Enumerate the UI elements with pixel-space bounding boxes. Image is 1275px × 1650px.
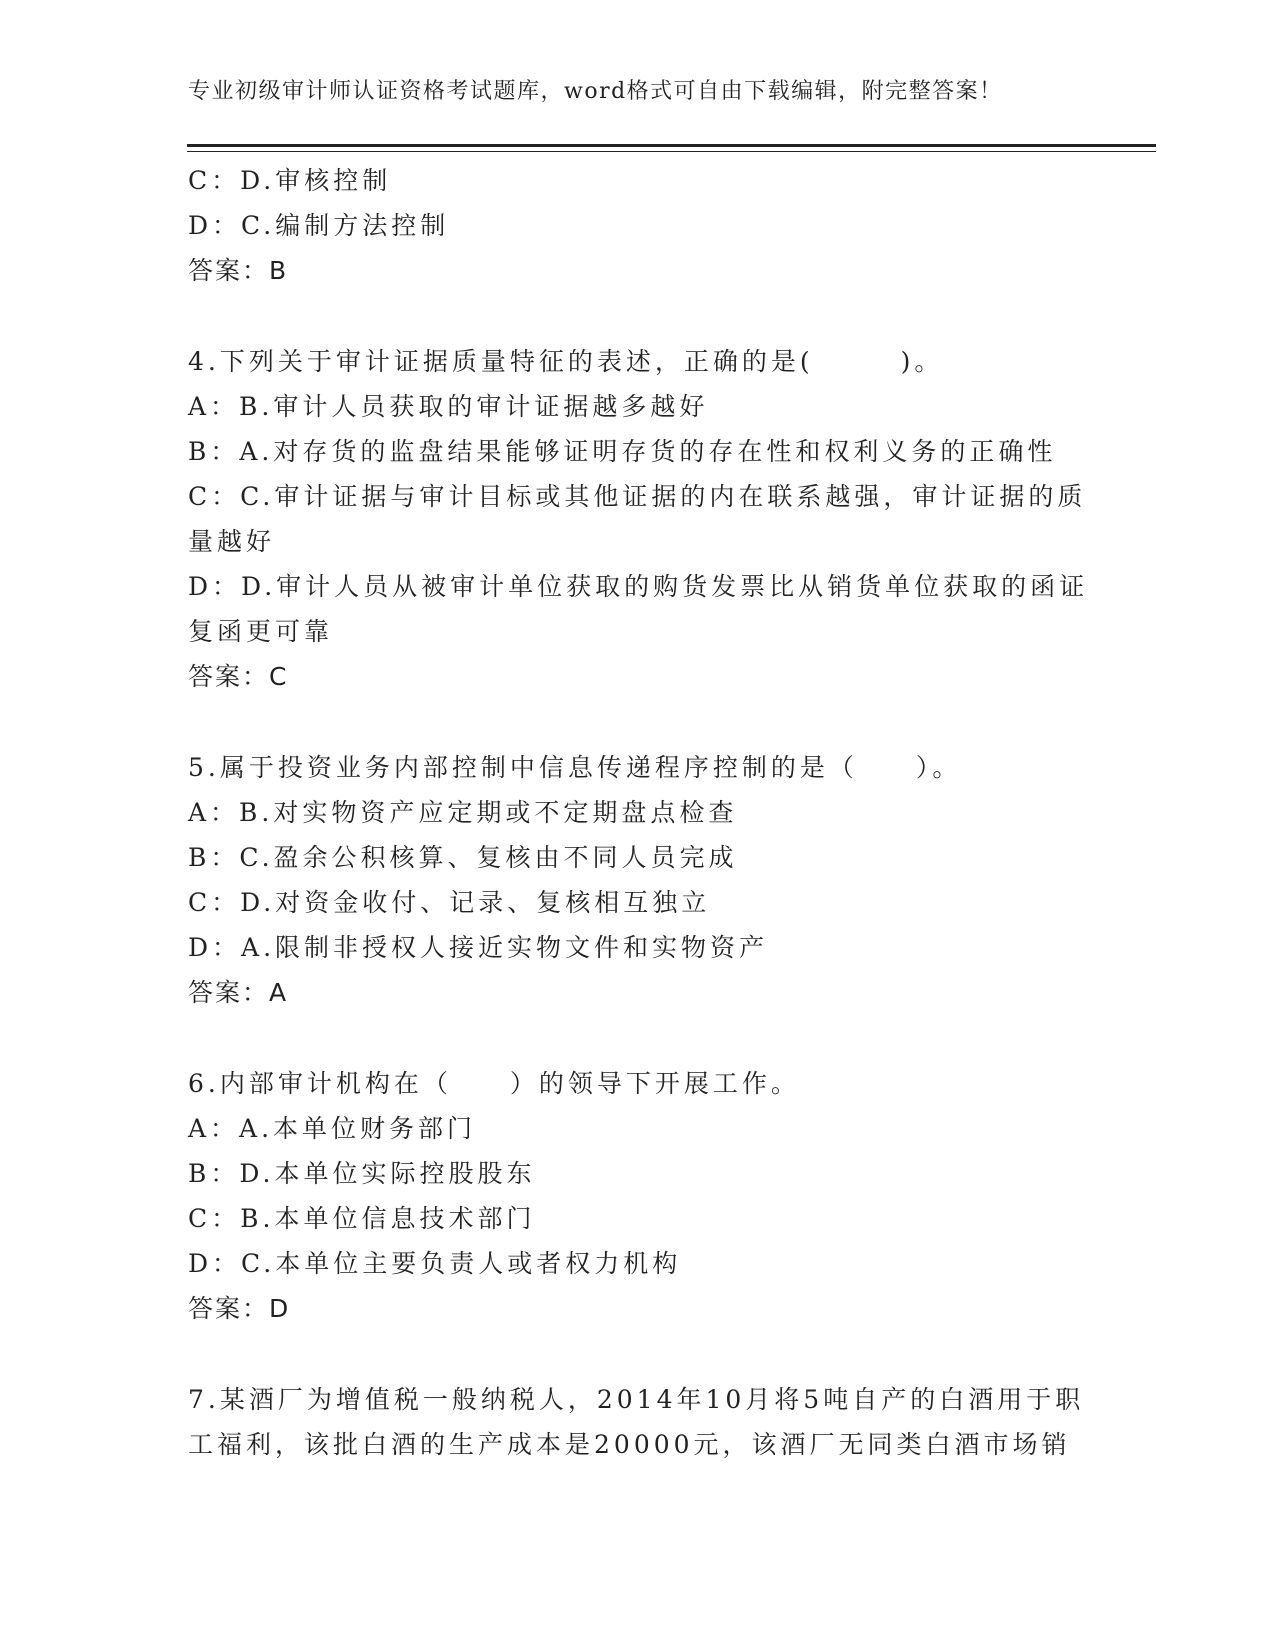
question-5-answer: 答案：A: [188, 978, 289, 1007]
spacer: [188, 699, 1088, 745]
question-4-stem: 4.下列关于审计证据质量特征的表述，正确的是( )。: [188, 347, 944, 376]
header-divider: [187, 144, 1156, 152]
question-4-option-d-cont: 复函更可靠: [188, 617, 334, 646]
option-c: C：D.审核控制: [188, 166, 392, 195]
question-4-answer: 答案：C: [188, 662, 289, 691]
question-4-option-c: C：C.审计证据与审计目标或其他证据的内在联系越强，审计证据的质: [188, 482, 1087, 511]
option-d: D：C.编制方法控制: [188, 211, 450, 240]
question-content: [188, 158, 1088, 1467]
question-4-option-d: D：D.审计人员从被审计单位获取的购货发票比从销货单位获取的函证: [188, 572, 1089, 601]
question-6-option-a: A：A.本单位财务部门: [188, 1114, 477, 1143]
question-7-stem-line-1: 7.某酒厂为增值税一般纳税人，2014年10月将5吨自产的白酒用于职: [188, 1385, 1085, 1414]
question-5-stem: 5.属于投资业务内部控制中信息传递程序控制的是（ ）。: [188, 753, 962, 782]
question-4-option-a: A：B.审计人员获取的审计证据越多越好: [188, 392, 709, 421]
question-6-option-d: D：C.本单位主要负责人或者权力机构: [188, 1249, 682, 1278]
answer-line: 答案：B: [188, 256, 289, 285]
question-6-stem: 6.内部审计机构在（ ）的领导下开展工作。: [188, 1069, 800, 1098]
question-7-stem-line-2: 工福利，该批白酒的生产成本是20000元，该酒厂无同类白酒市场销: [188, 1430, 1071, 1459]
question-5-option-b: B：C.盈余公积核算、复核由不同人员完成: [188, 843, 738, 872]
question-6-answer: 答案：D: [188, 1294, 291, 1323]
question-6-option-b: B：D.本单位实际控股股东: [188, 1159, 536, 1188]
page-header: 专业初级审计师认证资格考试题库，word格式可自由下载编辑，附完整答案！: [188, 79, 1003, 104]
question-6-option-c: C：B.本单位信息技术部门: [188, 1204, 536, 1233]
question-5-option-d: D：A.限制非授权人接近实物文件和实物资产: [188, 933, 769, 962]
question-4-option-c-cont: 量越好: [188, 527, 276, 556]
spacer: [188, 1331, 1088, 1377]
question-5-option-c: C：D.对资金收付、记录、复核相互独立: [188, 888, 711, 917]
spacer: [188, 1015, 1088, 1061]
question-4-option-b: B：A.对存货的监盘结果能够证明存货的存在性和权利义务的正确性: [188, 437, 1057, 466]
spacer: [188, 293, 1088, 339]
question-5-option-a: A：B.对实物资产应定期或不定期盘点检查: [188, 798, 738, 827]
